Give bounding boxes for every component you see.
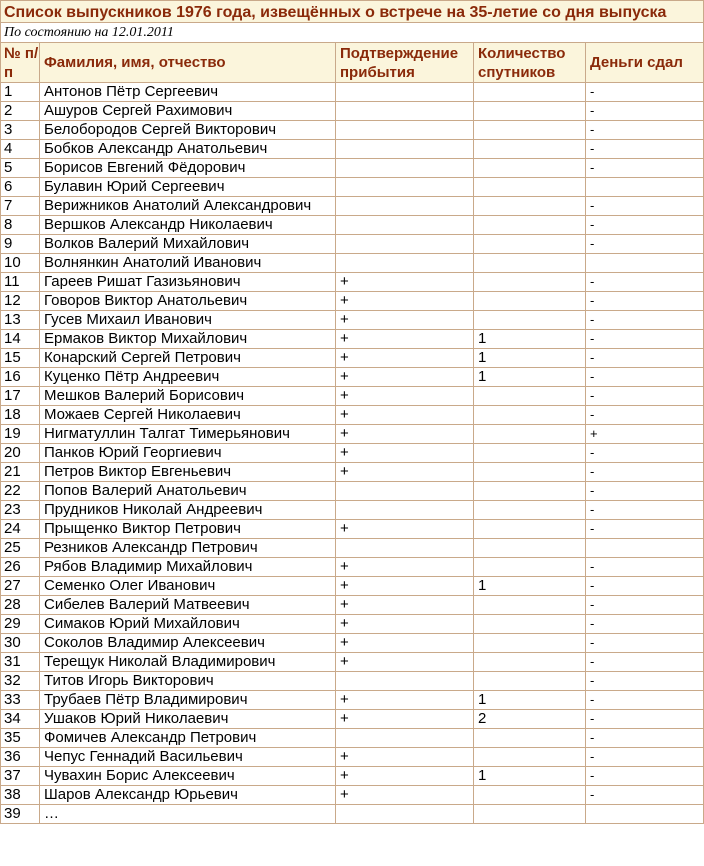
cell-num: 33 (1, 691, 40, 710)
cell-num: 23 (1, 501, 40, 520)
cell-name: … (40, 805, 336, 824)
cell-num: 9 (1, 235, 40, 254)
table-row (1, 102, 704, 121)
table-row (1, 520, 704, 539)
cell-paid: - (586, 444, 704, 463)
cell-name: Гусев Михаил Иванович (40, 311, 336, 330)
cell-paid (586, 805, 704, 824)
cell-name: Нигматуллин Талгат Тимерьянович (40, 425, 336, 444)
cell-confirm: + (336, 634, 474, 653)
cell-num: 11 (1, 273, 40, 292)
table-row (1, 121, 704, 140)
cell-paid: - (586, 482, 704, 501)
header-paid: Деньги сдал (586, 43, 704, 83)
table-row (1, 634, 704, 653)
cell-num: 5 (1, 159, 40, 178)
cell-num: 4 (1, 140, 40, 159)
cell-name: Терещук Николай Владимирович (40, 653, 336, 672)
cell-paid: - (586, 159, 704, 178)
cell-num: 29 (1, 615, 40, 634)
title-row (1, 1, 704, 23)
table-row (1, 786, 704, 805)
cell-confirm: + (336, 349, 474, 368)
cell-name: Прудников Николай Андреевич (40, 501, 336, 520)
cell-paid: - (586, 273, 704, 292)
cell-companions (474, 159, 586, 178)
cell-num: 12 (1, 292, 40, 311)
cell-confirm: + (336, 691, 474, 710)
cell-name: Соколов Владимир Алексеевич (40, 634, 336, 653)
cell-num: 22 (1, 482, 40, 501)
cell-companions (474, 748, 586, 767)
cell-name: Панков Юрий Георгиевич (40, 444, 336, 463)
cell-confirm (336, 672, 474, 691)
table-row (1, 368, 704, 387)
cell-confirm (336, 482, 474, 501)
subtitle-row (1, 23, 704, 43)
header-name: Фамилия, имя, отчество (40, 43, 336, 83)
cell-name: Попов Валерий Анатольевич (40, 482, 336, 501)
cell-num: 21 (1, 463, 40, 482)
cell-paid (586, 539, 704, 558)
cell-paid: - (586, 140, 704, 159)
cell-name: Чувахин Борис Алексеевич (40, 767, 336, 786)
cell-confirm (336, 121, 474, 140)
cell-paid: - (586, 368, 704, 387)
table-row (1, 577, 704, 596)
table-row (1, 482, 704, 501)
table-row (1, 311, 704, 330)
cell-num: 37 (1, 767, 40, 786)
cell-paid: - (586, 615, 704, 634)
cell-num: 8 (1, 216, 40, 235)
table-body (1, 1, 704, 824)
cell-paid: - (586, 691, 704, 710)
cell-paid: - (586, 596, 704, 615)
table-row (1, 425, 704, 444)
cell-name: Резников Александр Петрович (40, 539, 336, 558)
cell-confirm: + (336, 615, 474, 634)
table-row (1, 805, 704, 824)
cell-confirm: + (336, 444, 474, 463)
cell-paid: - (586, 558, 704, 577)
cell-companions (474, 501, 586, 520)
cell-paid: - (586, 501, 704, 520)
cell-name: Ушаков Юрий Николаевич (40, 710, 336, 729)
cell-num: 34 (1, 710, 40, 729)
cell-paid: - (586, 349, 704, 368)
cell-confirm: + (336, 748, 474, 767)
cell-paid: - (586, 653, 704, 672)
cell-name: Трубаев Пётр Владимирович (40, 691, 336, 710)
cell-confirm (336, 159, 474, 178)
cell-name: Можаев Сергей Николаевич (40, 406, 336, 425)
cell-companions: 1 (474, 349, 586, 368)
cell-paid (586, 178, 704, 197)
cell-companions (474, 520, 586, 539)
cell-companions (474, 539, 586, 558)
cell-companions (474, 596, 586, 615)
cell-num: 32 (1, 672, 40, 691)
cell-name: Прыщенко Виктор Петрович (40, 520, 336, 539)
cell-num: 20 (1, 444, 40, 463)
cell-confirm: + (336, 273, 474, 292)
cell-name: Мешков Валерий Борисович (40, 387, 336, 406)
cell-num: 27 (1, 577, 40, 596)
cell-companions (474, 273, 586, 292)
cell-companions: 1 (474, 330, 586, 349)
table-row (1, 691, 704, 710)
cell-name: Борисов Евгений Фёдорович (40, 159, 336, 178)
cell-name: Конарский Сергей Петрович (40, 349, 336, 368)
header-num: № п/п (1, 43, 40, 83)
cell-companions (474, 178, 586, 197)
cell-name: Петров Виктор Евгеньевич (40, 463, 336, 482)
cell-confirm: + (336, 710, 474, 729)
cell-confirm (336, 102, 474, 121)
cell-name: Шаров Александр Юрьевич (40, 786, 336, 805)
cell-num: 28 (1, 596, 40, 615)
cell-paid: - (586, 672, 704, 691)
cell-paid: + (586, 425, 704, 444)
header-confirm: Подтверждение прибытия (336, 43, 474, 83)
cell-num: 15 (1, 349, 40, 368)
cell-name: Белобородов Сергей Викторович (40, 121, 336, 140)
cell-name: Вершков Александр Николаевич (40, 216, 336, 235)
cell-num: 31 (1, 653, 40, 672)
cell-paid (586, 254, 704, 273)
cell-companions (474, 482, 586, 501)
cell-confirm (336, 178, 474, 197)
cell-name: Антонов Пётр Сергеевич (40, 83, 336, 102)
table-row (1, 159, 704, 178)
table-row (1, 444, 704, 463)
cell-confirm (336, 729, 474, 748)
cell-num: 2 (1, 102, 40, 121)
cell-confirm: + (336, 292, 474, 311)
cell-name: Куценко Пётр Андреевич (40, 368, 336, 387)
cell-confirm: + (336, 330, 474, 349)
cell-name: Рябов Владимир Михайлович (40, 558, 336, 577)
table-row (1, 349, 704, 368)
cell-companions (474, 558, 586, 577)
cell-confirm (336, 235, 474, 254)
cell-companions (474, 729, 586, 748)
header-row (1, 43, 704, 83)
cell-name: Ермаков Виктор Михайлович (40, 330, 336, 349)
cell-confirm (336, 805, 474, 824)
cell-companions: 2 (474, 710, 586, 729)
cell-confirm: + (336, 558, 474, 577)
cell-confirm: + (336, 653, 474, 672)
cell-confirm (336, 140, 474, 159)
cell-paid: - (586, 83, 704, 102)
cell-name: Симаков Юрий Михайлович (40, 615, 336, 634)
cell-name: Верижников Анатолий Александрович (40, 197, 336, 216)
cell-num: 13 (1, 311, 40, 330)
cell-paid: - (586, 311, 704, 330)
cell-name: Волков Валерий Михайлович (40, 235, 336, 254)
cell-paid: - (586, 577, 704, 596)
cell-companions (474, 235, 586, 254)
cell-confirm (336, 254, 474, 273)
table-row (1, 767, 704, 786)
cell-companions (474, 634, 586, 653)
cell-paid: - (586, 292, 704, 311)
table-row (1, 387, 704, 406)
cell-paid: - (586, 216, 704, 235)
cell-confirm: + (336, 463, 474, 482)
cell-num: 14 (1, 330, 40, 349)
cell-companions (474, 83, 586, 102)
cell-paid: - (586, 330, 704, 349)
cell-name: Бобков Александр Анатольевич (40, 140, 336, 159)
cell-companions: 1 (474, 368, 586, 387)
cell-companions (474, 406, 586, 425)
cell-companions (474, 425, 586, 444)
table-row (1, 748, 704, 767)
header-companions: Количество спутников (474, 43, 586, 83)
table-row (1, 653, 704, 672)
cell-num: 16 (1, 368, 40, 387)
cell-confirm: + (336, 387, 474, 406)
table-row (1, 501, 704, 520)
cell-confirm: + (336, 596, 474, 615)
table-row (1, 615, 704, 634)
cell-confirm (336, 83, 474, 102)
cell-name: Булавин Юрий Сергеевич (40, 178, 336, 197)
cell-confirm: + (336, 520, 474, 539)
cell-companions: 1 (474, 691, 586, 710)
sheet-title: Список выпускников 1976 года, извещённых о встрече на 35-летие со дня выпуска (1, 1, 704, 23)
table-row (1, 596, 704, 615)
cell-confirm: + (336, 767, 474, 786)
cell-name: Гареев Ришат Газизьянович (40, 273, 336, 292)
cell-confirm: + (336, 577, 474, 596)
table-row (1, 729, 704, 748)
cell-num: 3 (1, 121, 40, 140)
cell-num: 1 (1, 83, 40, 102)
table-row (1, 558, 704, 577)
cell-num: 36 (1, 748, 40, 767)
cell-confirm: + (336, 311, 474, 330)
cell-name: Сибелев Валерий Матвеевич (40, 596, 336, 615)
cell-paid: - (586, 387, 704, 406)
table-row (1, 216, 704, 235)
cell-num: 17 (1, 387, 40, 406)
cell-num: 6 (1, 178, 40, 197)
table-row (1, 710, 704, 729)
cell-paid: - (586, 748, 704, 767)
cell-num: 38 (1, 786, 40, 805)
cell-companions (474, 672, 586, 691)
cell-companions (474, 121, 586, 140)
cell-confirm: + (336, 406, 474, 425)
cell-confirm (336, 197, 474, 216)
cell-confirm (336, 539, 474, 558)
cell-confirm: + (336, 786, 474, 805)
table-row (1, 235, 704, 254)
cell-num: 39 (1, 805, 40, 824)
cell-paid: - (586, 406, 704, 425)
cell-companions: 1 (474, 577, 586, 596)
cell-name: Ашуров Сергей Рахимович (40, 102, 336, 121)
cell-num: 10 (1, 254, 40, 273)
table-row (1, 463, 704, 482)
cell-num: 30 (1, 634, 40, 653)
cell-companions: 1 (474, 767, 586, 786)
cell-paid: - (586, 235, 704, 254)
cell-paid: - (586, 767, 704, 786)
cell-companions (474, 387, 586, 406)
cell-companions (474, 615, 586, 634)
cell-paid: - (586, 463, 704, 482)
cell-companions (474, 444, 586, 463)
cell-confirm (336, 501, 474, 520)
cell-name: Семенко Олег Иванович (40, 577, 336, 596)
cell-paid: - (586, 102, 704, 121)
table-row (1, 539, 704, 558)
cell-companions (474, 805, 586, 824)
cell-paid: - (586, 634, 704, 653)
cell-num: 7 (1, 197, 40, 216)
cell-num: 35 (1, 729, 40, 748)
cell-companions (474, 140, 586, 159)
table-row (1, 83, 704, 102)
cell-num: 18 (1, 406, 40, 425)
cell-confirm (336, 216, 474, 235)
cell-num: 25 (1, 539, 40, 558)
cell-companions (474, 102, 586, 121)
table-row (1, 178, 704, 197)
cell-num: 19 (1, 425, 40, 444)
cell-companions (474, 786, 586, 805)
cell-paid: - (586, 197, 704, 216)
cell-paid: - (586, 729, 704, 748)
table-row (1, 406, 704, 425)
cell-companions (474, 653, 586, 672)
cell-companions (474, 292, 586, 311)
cell-name: Говоров Виктор Анатольевич (40, 292, 336, 311)
cell-paid: - (586, 520, 704, 539)
table-row (1, 273, 704, 292)
table-row (1, 672, 704, 691)
cell-companions (474, 197, 586, 216)
cell-paid: - (586, 121, 704, 140)
cell-companions (474, 216, 586, 235)
table-row (1, 292, 704, 311)
table-row (1, 197, 704, 216)
cell-companions (474, 311, 586, 330)
cell-confirm: + (336, 425, 474, 444)
cell-name: Титов Игорь Викторович (40, 672, 336, 691)
cell-name: Чепус Геннадий Васильевич (40, 748, 336, 767)
cell-paid: - (586, 710, 704, 729)
cell-companions (474, 254, 586, 273)
table-row (1, 330, 704, 349)
table-row (1, 140, 704, 159)
cell-name: Волнянкин Анатолий Иванович (40, 254, 336, 273)
cell-num: 26 (1, 558, 40, 577)
cell-name: Фомичев Александр Петрович (40, 729, 336, 748)
cell-paid: - (586, 786, 704, 805)
sheet-subtitle: По состоянию на 12.01.2011 (1, 23, 704, 43)
cell-confirm: + (336, 368, 474, 387)
table-row (1, 254, 704, 273)
cell-num: 24 (1, 520, 40, 539)
cell-companions (474, 463, 586, 482)
